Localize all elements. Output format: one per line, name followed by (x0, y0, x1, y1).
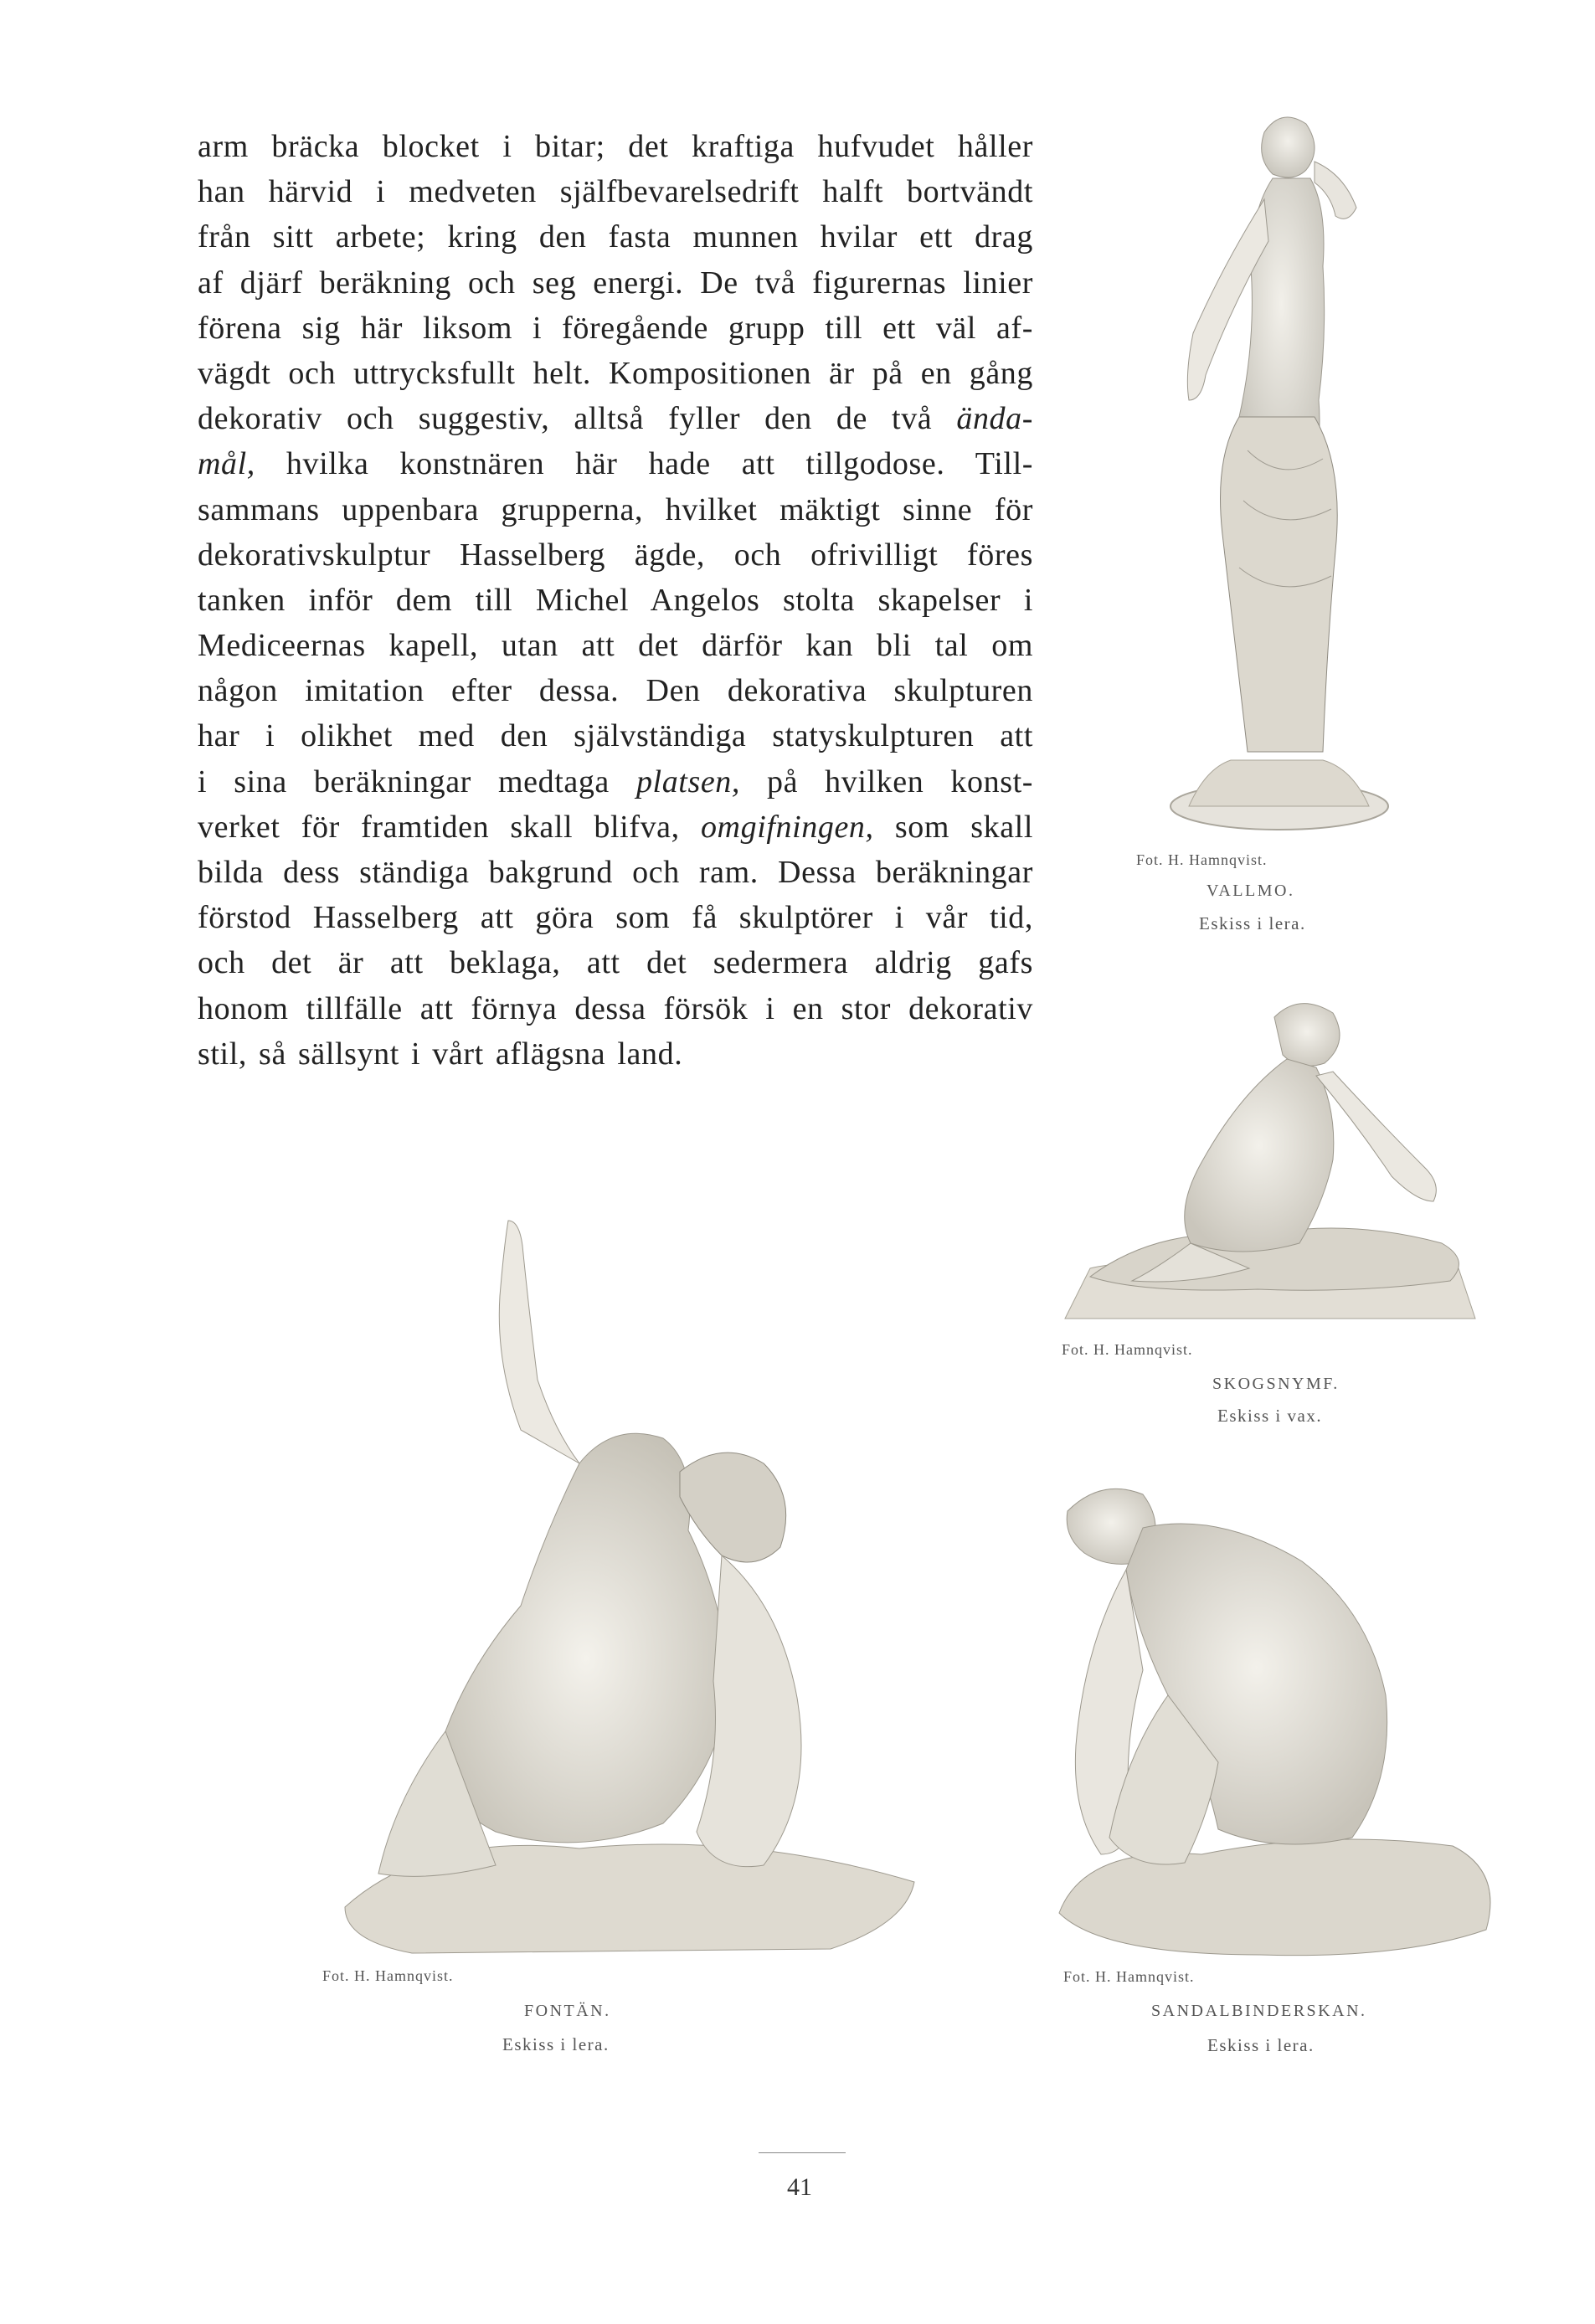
text-segment: hvilka konstnären här hade att tillgodose. Till- (255, 446, 1033, 482)
text-segment: i sina beräkningar medtaga (198, 764, 636, 800)
body-text-line (198, 668, 1033, 713)
figure-credit-vallmo: Fot. H. Hamnqvist. (1136, 851, 1268, 868)
text-segment: förena sig här liksom i föregående grupp till ett väl af- (198, 310, 1033, 346)
figure-title-fontan: FONTÄN. (524, 2002, 611, 2020)
figure-subtitle-fontan: Eskiss i lera. (502, 2034, 610, 2054)
figure-credit-fontan: Fot. H. Hamnqvist. (322, 1967, 454, 1984)
text-segment: dekorativskulptur Hasselberg ägde, och ofrivilligt föres (198, 537, 1033, 573)
italic-emphasis: platsen, (635, 764, 741, 800)
body-text-line (198, 306, 1033, 351)
body-text-line (198, 986, 1033, 1031)
text-segment: har i olikhet med den självständiga statyskulpturen att (198, 718, 1033, 754)
sculpture-photo-sandalbinderskan (1051, 1478, 1503, 1963)
italic-emphasis: mål, (198, 446, 255, 482)
body-text-line (198, 578, 1033, 623)
figure-subtitle-sandalbinderskan: Eskiss i lera. (1207, 2035, 1315, 2055)
body-text-line (198, 214, 1033, 260)
text-segment: Mediceernas kapell, utan att det därför kan bli tal om (198, 628, 1033, 664)
figure-subtitle-skogsnymf: Eskiss i vax. (1217, 1406, 1323, 1426)
text-segment: som skall (873, 809, 1033, 845)
text-segment: stil, så sällsynt i vårt aflägsna land. (198, 1036, 683, 1072)
figure-title-sandalbinderskan: SANDALBINDERSKAN. (1151, 2002, 1367, 2020)
text-segment: på hvilken konst- (740, 764, 1033, 800)
figure-credit-skogsnymf: Fot. H. Hamnqvist. (1062, 1341, 1193, 1358)
figure-title-skogsnymf: SKOGSNYMF. (1212, 1375, 1340, 1393)
text-segment: någon imitation efter dessa. Den dekorativa skulpturen (198, 673, 1033, 709)
italic-emphasis: ända- (956, 401, 1033, 437)
body-text-line (198, 940, 1033, 985)
body-text-line (198, 351, 1033, 396)
text-segment: vägdt och uttrycksfullt helt. Kompositionen är på en gång (198, 355, 1033, 391)
text-segment: arm bräcka blocket i bitar; det kraftiga hufvudet håller (198, 129, 1033, 164)
body-text-line (198, 850, 1033, 895)
text-segment: tanken inför dem till Michel Angelos stolta skapelser i (198, 582, 1033, 618)
text-segment: och det är att beklaga, att det sedermera aldrig gafs (198, 945, 1033, 981)
figure-title-vallmo: VALLMO. (1207, 882, 1295, 900)
text-segment: förstod Hasselberg att göra som få skulptörer i vår tid, (198, 900, 1033, 936)
page-number: 41 (787, 2173, 812, 2201)
text-segment: honom tillfälle att förnya dessa försök i en stor dekorativ (198, 990, 1033, 1026)
text-segment: från sitt arbete; kring den fasta munnen hvilar ett drag (198, 219, 1033, 255)
text-segment: af djärf beräkning och seg energi. De två figurernas linier (198, 265, 1033, 301)
body-text-line (198, 260, 1033, 306)
body-text-line (198, 124, 1033, 169)
figure-credit-sandalbinderskan: Fot. H. Hamnqvist. (1063, 1968, 1195, 1985)
italic-emphasis: omgifningen, (700, 809, 874, 845)
body-text-line (198, 441, 1033, 486)
text-segment: verket för framtiden skall blifva, (198, 809, 701, 845)
body-text-line (198, 1031, 1033, 1077)
body-text-line (198, 169, 1033, 214)
body-text-line (198, 396, 1033, 441)
page-number-rule (759, 2152, 846, 2153)
sculpture-photo-vallmo (1155, 99, 1407, 852)
body-text-line (198, 759, 1033, 805)
body-text-line (198, 713, 1033, 758)
text-segment: bilda dess ständiga bakgrund och ram. Dessa beräkningar (198, 855, 1033, 890)
body-text-line (198, 623, 1033, 668)
sculpture-photo-fontan (328, 1212, 931, 1966)
sculpture-photo-skogsnymf (1057, 992, 1492, 1335)
text-segment: dekorativ och suggestiv, alltså fyller den de två (198, 401, 957, 437)
body-text (198, 124, 1033, 1077)
body-text-line (198, 895, 1033, 940)
body-text-line (198, 532, 1033, 578)
body-text-line (198, 487, 1033, 532)
body-text-line (198, 805, 1033, 850)
figure-subtitle-vallmo: Eskiss i lera. (1199, 913, 1306, 933)
text-segment: sammans uppenbara grupperna, hvilket mäktigt sinne för (198, 491, 1033, 527)
text-segment: han härvid i medveten själfbevarelsedrift halft bortvändt (198, 174, 1033, 210)
